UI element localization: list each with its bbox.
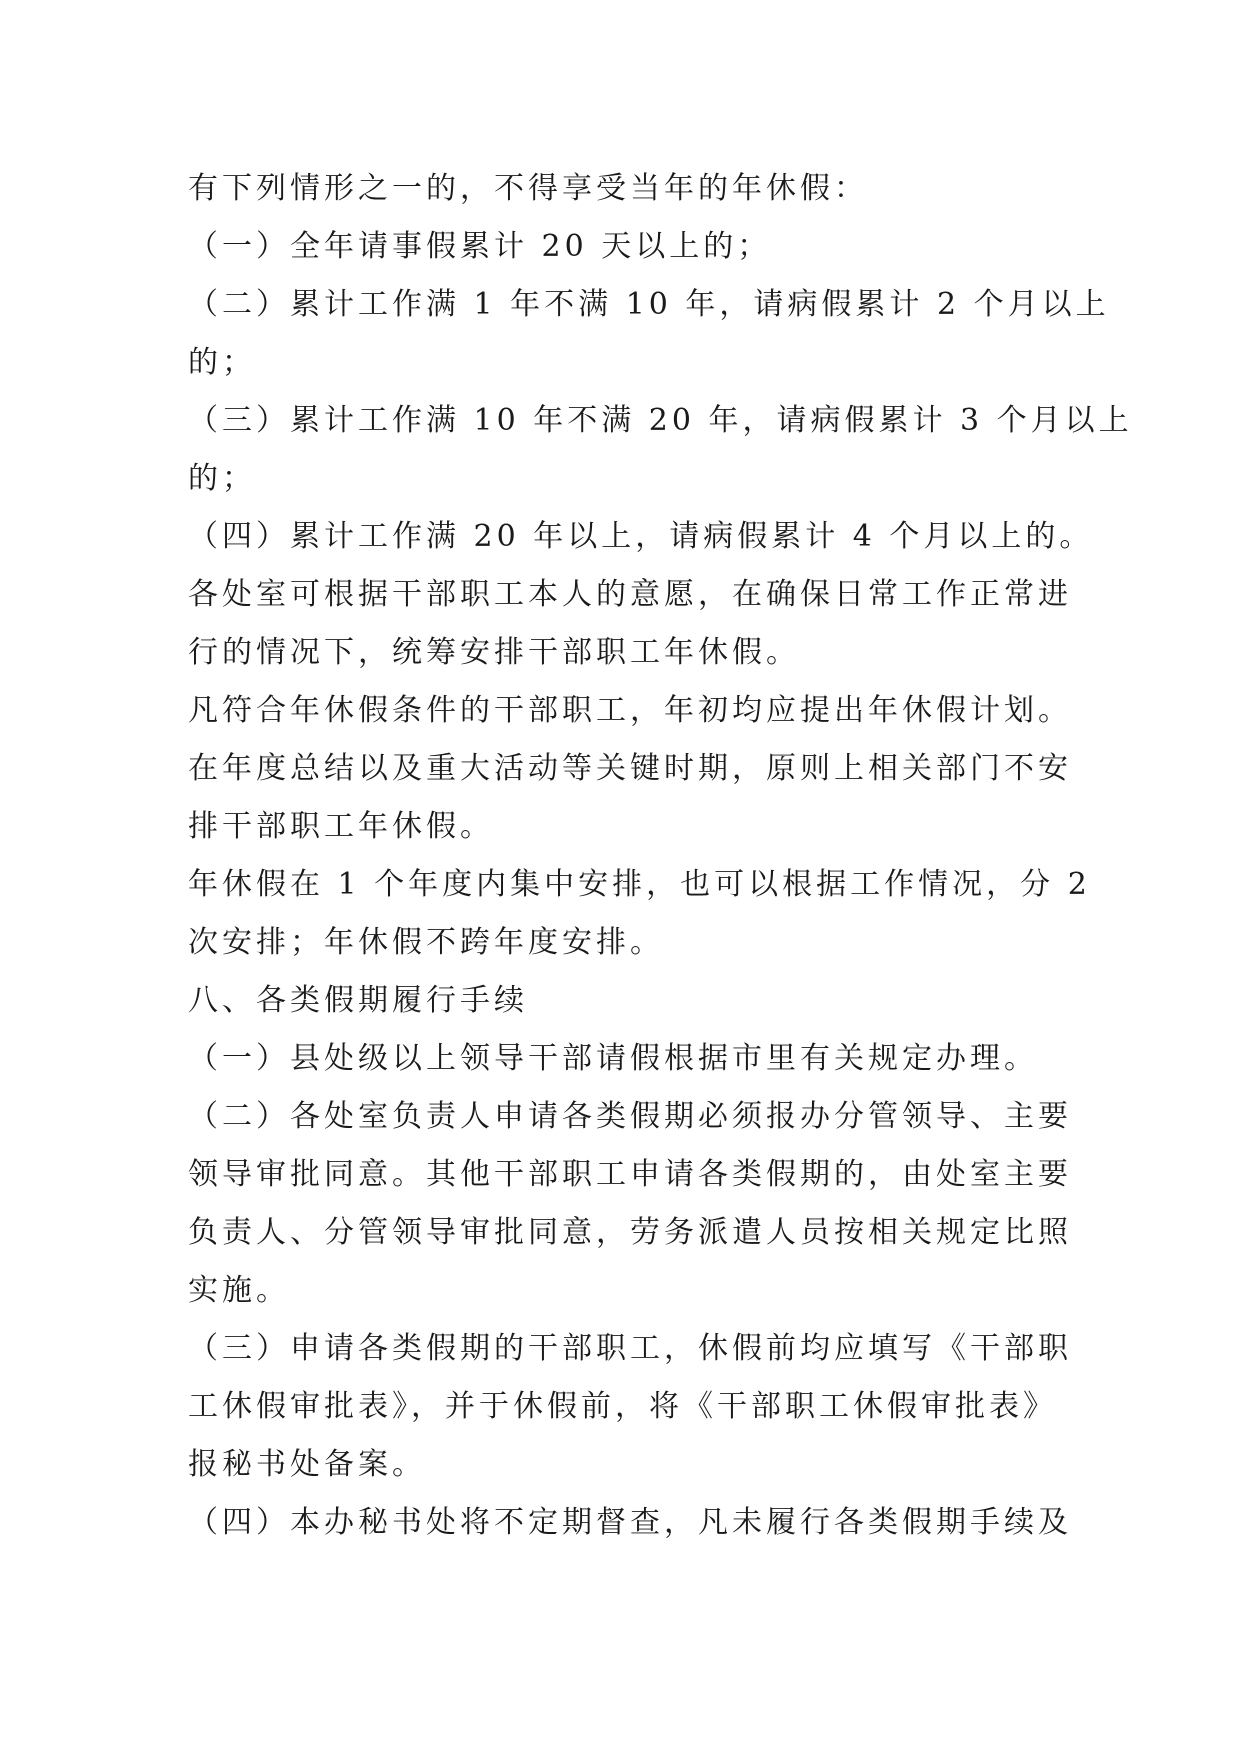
text-line: 负责人、分管领导审批同意，劳务派遣人员按相关规定比照	[188, 1215, 1072, 1250]
section-heading: 八、各类假期履行手续	[188, 983, 528, 1018]
text-line: （二）各处室负责人申请各类假期必须报办分管领导、主要	[188, 1099, 1072, 1134]
text-line: （一）全年请事假累计 20 天以上的；	[188, 229, 772, 264]
text-line: 年休假在 1 个年度内集中安排，也可以根据工作情况，分 2	[188, 867, 1091, 902]
text-line: （四）累计工作满 20 年以上，请病假累计 4 个月以上的。	[188, 519, 1094, 554]
text-line: （二）累计工作满 1 年不满 10 年，请病假累计 2 个月以上	[188, 287, 1110, 322]
text-line: 的；	[188, 461, 256, 496]
text-line: 排干部职工年休假。	[188, 809, 494, 844]
document-body	[188, 160, 1133, 1552]
text-line: （一）县处级以上领导干部请假根据市里有关规定办理。	[188, 1041, 1038, 1076]
text-line: 工休假审批表》，并于休假前，将《干部职工休假审批表》	[188, 1389, 1057, 1424]
text-line: 有下列情形之一的，不得享受当年的年休假：	[188, 171, 868, 206]
text-line: 领导审批同意。其他干部职工申请各类假期的，由处室主要	[188, 1157, 1072, 1192]
text-line: （三）累计工作满 10 年不满 20 年，请病假累计 3 个月以上	[188, 403, 1133, 438]
text-line: 报秘书处备案。	[188, 1447, 426, 1482]
text-line: 实施。	[188, 1273, 290, 1308]
text-line: 的；	[188, 345, 256, 380]
text-line: 在年度总结以及重大活动等关键时期，原则上相关部门不安	[188, 751, 1072, 786]
text-line: 各处室可根据干部职工本人的意愿，在确保日常工作正常进	[188, 577, 1072, 612]
text-line: 次安排；年休假不跨年度安排。	[188, 925, 664, 960]
text-line: 凡符合年休假条件的干部职工，年初均应提出年休假计划。	[188, 693, 1072, 728]
text-line: （三）申请各类假期的干部职工，休假前均应填写《干部职	[188, 1331, 1072, 1366]
text-line: （四）本办秘书处将不定期督查，凡未履行各类假期手续及	[188, 1505, 1072, 1540]
text-line: 行的情况下，统筹安排干部职工年休假。	[188, 635, 800, 670]
